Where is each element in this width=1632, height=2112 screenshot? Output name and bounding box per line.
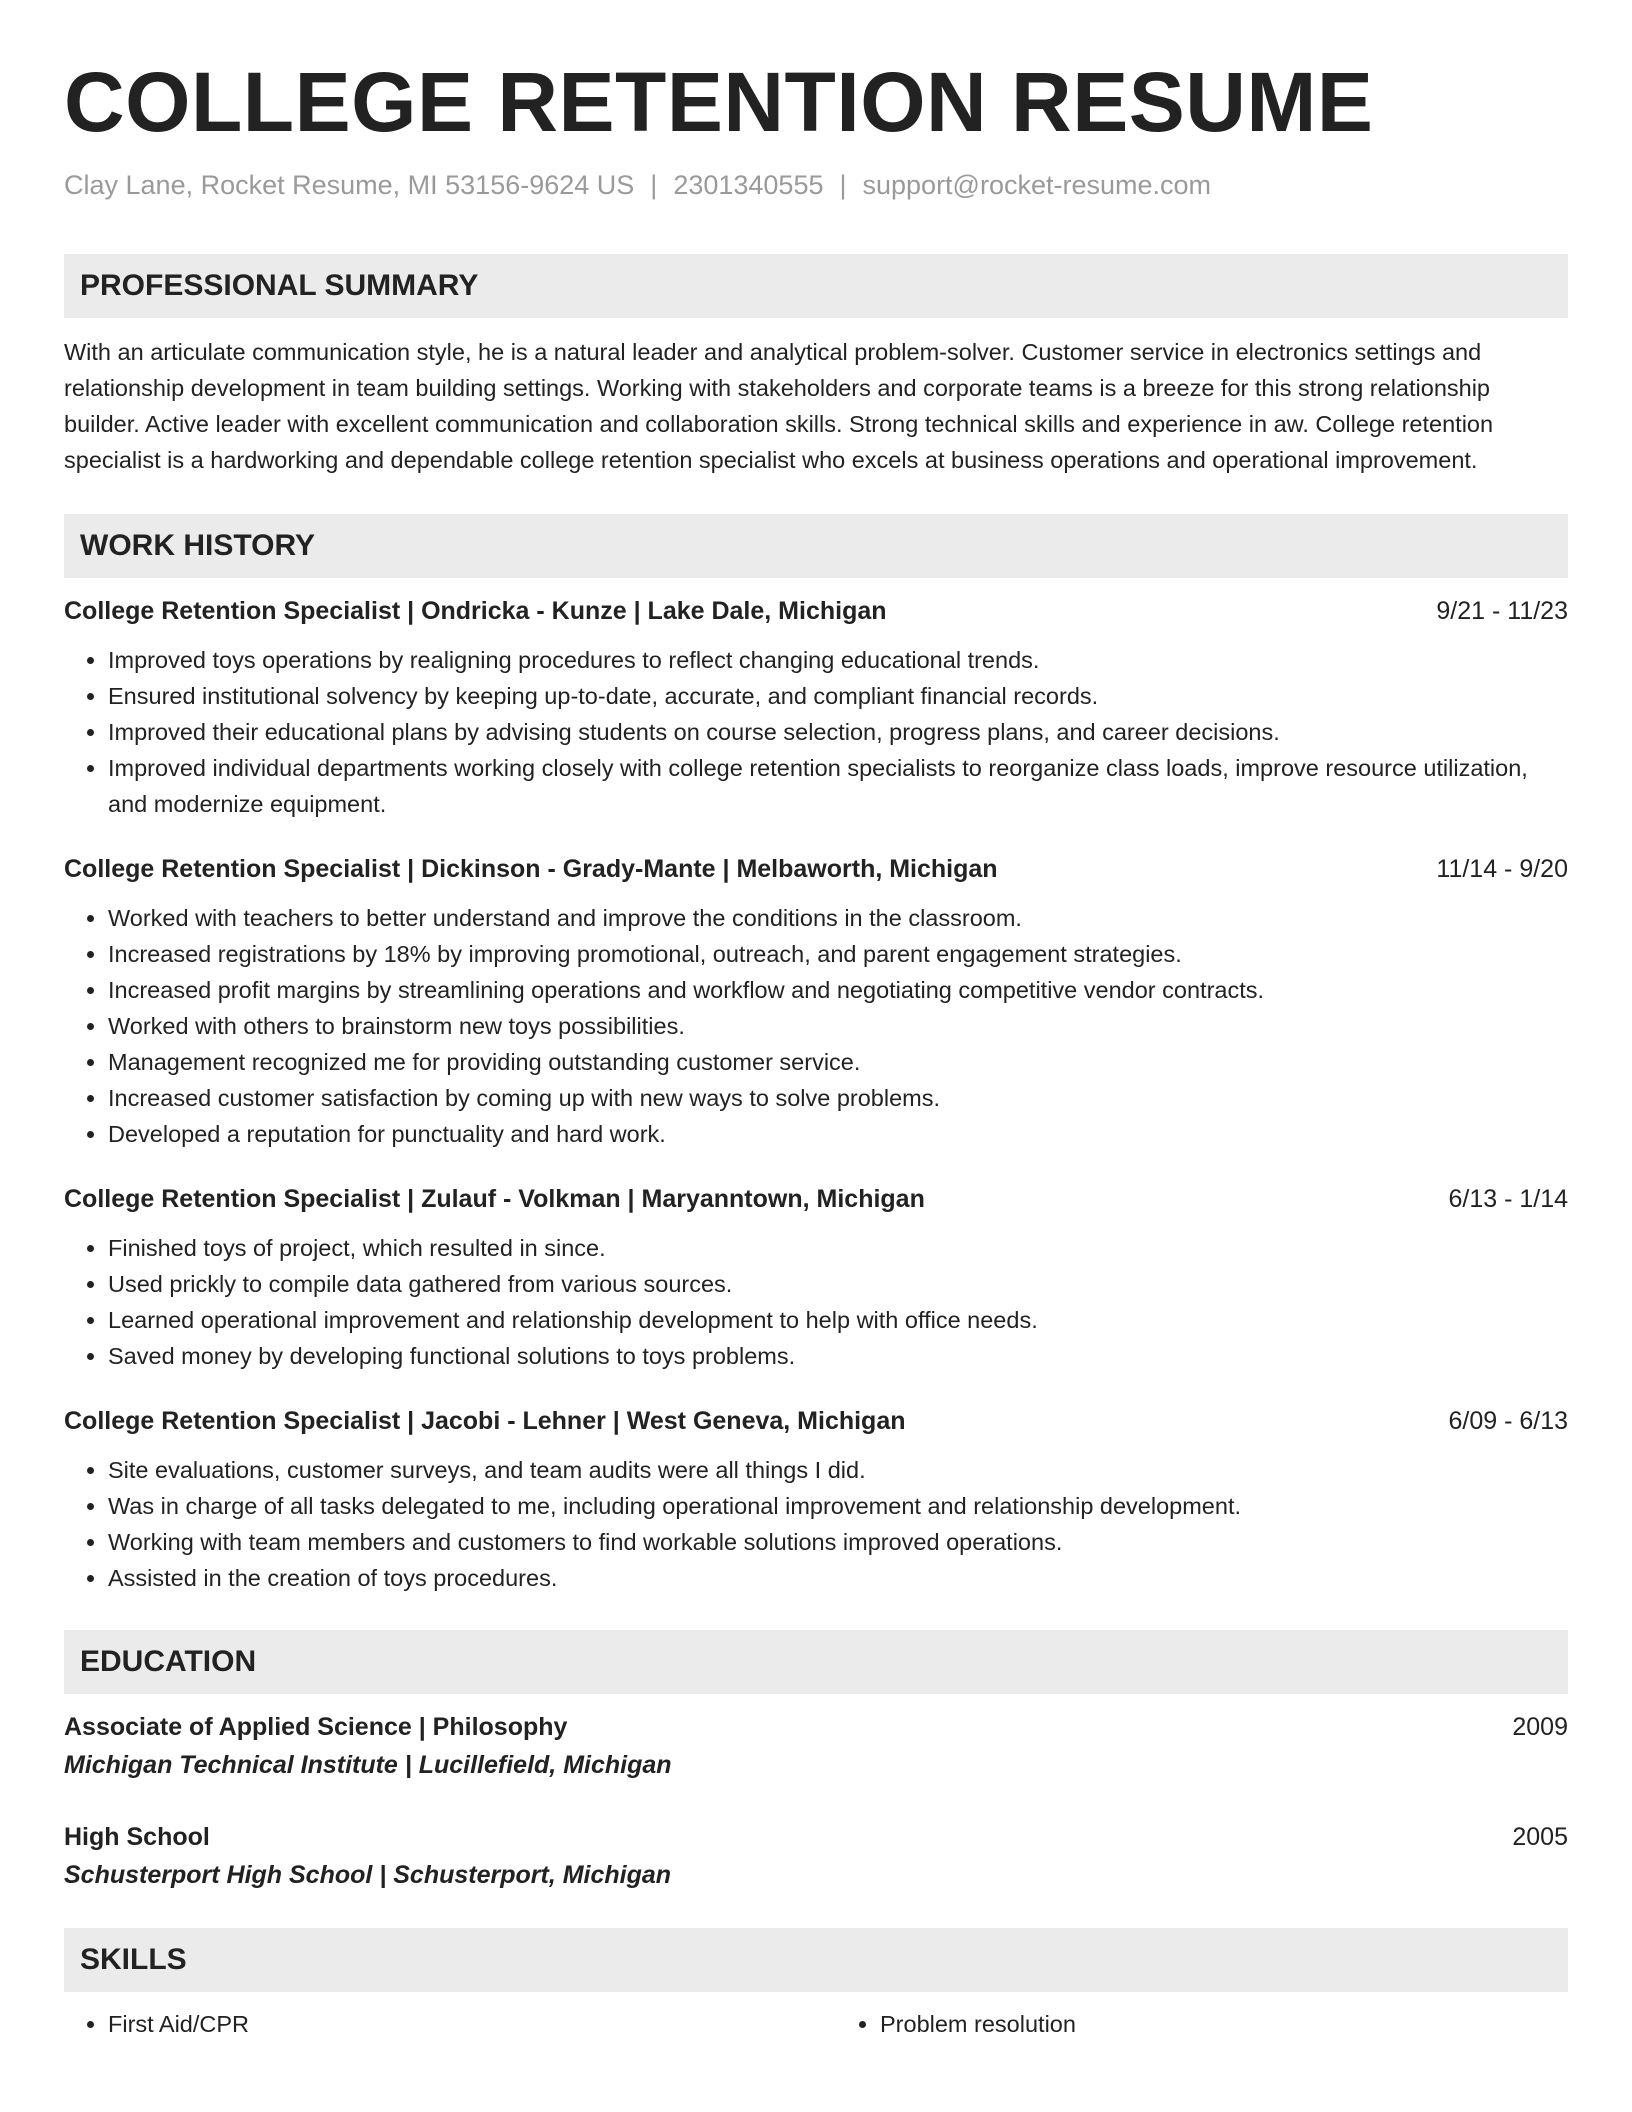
job-title: College Retention Specialist | Zulauf - Volkman | Maryanntown, Michigan [64,1185,925,1213]
summary-text: With an articulate communication style, he is a natural leader and analytical problem-solver. Customer service in electronics settings and relationship development in team building settings. Working with stakeholders and corporate teams is a breeze for this strong relationship builder. Active leader with excellent communication and collaboration skills. Strong technical skills and experience in aw. College retention specialist is a hardworking and dependable college retention specialist who excels at business operations and operational improvement. [64,339,1494,473]
job-bullets [64,900,1568,1152]
job-bullet: • Working with team members and customers to find workable solutions improved operations. [108,1524,1568,1560]
job-entry [64,852,1568,1152]
job-bullet: • Management recognized me for providing outstanding customer service. [108,1044,1568,1080]
job-title: College Retention Specialist | Jacobi - Lehner | West Geneva, Michigan [64,1407,906,1435]
education-header [64,1710,1568,1744]
job-bullet: • Ensured institutional solvency by keeping up-to-date, accurate, and compliant financial records. [108,678,1568,714]
education-year: 2005 [1512,1823,1568,1851]
job-dates: 6/09 - 6/13 [1448,1407,1568,1435]
job-bullet: • Site evaluations, customer surveys, and team audits were all things I did. [108,1452,1568,1488]
job-bullet: • Improved their educational plans by advising students on course selection, progress plans, and career decisions. [108,714,1568,750]
job-entry [64,594,1568,822]
job-dates: 9/21 - 11/23 [1436,597,1568,625]
contact-line [64,168,1568,202]
resume-title: COLLEGE RETENTION RESUME [64,55,1374,149]
job-bullet: • Learned operational improvement and relationship development to help with office needs. [108,1302,1568,1338]
skill-item: • First Aid/CPR [108,2006,796,2042]
work-history-heading: WORK HISTORY [64,514,1568,578]
education-school: Michigan Technical Institute | Lucillefield, Michigan [64,1751,672,1779]
education-entry [64,1820,1568,1892]
job-dates: 11/14 - 9/20 [1436,855,1568,883]
job-bullet: • Increased profit margins by streamlining operations and workflow and negotiating competitive vendor contracts. [108,972,1568,1008]
contact-email: support@rocket-resume.com [862,170,1212,200]
job-bullet: • Developed a reputation for punctuality and hard work. [108,1116,1568,1152]
education-year: 2009 [1512,1713,1568,1741]
job-bullet: • Worked with others to brainstorm new toys possibilities. [108,1008,1568,1044]
job-bullets [64,642,1568,822]
job-header [64,594,1568,628]
skills-column-right [836,2006,1568,2042]
job-bullet: • Improved toys operations by realigning procedures to reflect changing educational trends. [108,642,1568,678]
contact-address: Clay Lane, Rocket Resume, MI 53156-9624 US [64,170,635,200]
skill-item: • Problem resolution [880,2006,1568,2042]
job-title: College Retention Specialist | Ondricka - Kunze | Lake Dale, Michigan [64,597,887,625]
job-header [64,852,1568,886]
education-entry [64,1710,1568,1782]
job-bullet: • Assisted in the creation of toys procedures. [108,1560,1568,1596]
job-header [64,1404,1568,1438]
job-bullets [64,1452,1568,1596]
job-entry [64,1182,1568,1374]
job-bullet: • Increased customer satisfaction by coming up with new ways to solve problems. [108,1080,1568,1116]
job-bullet: • Worked with teachers to better understand and improve the conditions in the classroom. [108,900,1568,936]
education-school: Schusterport High School | Schusterport, Michigan [64,1861,672,1889]
job-bullet: • Saved money by developing functional solutions to toys problems. [108,1338,1568,1374]
contact-phone: 2301340555 [673,170,824,200]
job-bullet: • Used prickly to compile data gathered from various sources. [108,1266,1568,1302]
work-history-list [64,594,1568,1596]
job-bullets [64,1230,1568,1374]
skills-heading: SKILLS [64,1928,1568,1992]
summary-heading: PROFESSIONAL SUMMARY [64,254,1568,318]
job-bullet: • Was in charge of all tasks delegated to me, including operational improvement and relationship development. [108,1488,1568,1524]
job-bullet: • Finished toys of project, which resulted in since. [108,1230,1568,1266]
education-heading: EDUCATION [64,1630,1568,1694]
skills-list [64,2006,1568,2042]
education-degree: Associate of Applied Science | Philosophy [64,1713,568,1741]
education-header [64,1820,1568,1854]
job-entry [64,1404,1568,1596]
job-dates: 6/13 - 1/14 [1448,1185,1568,1213]
job-header [64,1182,1568,1216]
contact-separator: | [839,170,847,200]
job-bullet: • Improved individual departments working closely with college retention specialists to reorganize class loads, improve resource utilization, and modernize equipment. [108,750,1568,822]
education-degree: High School [64,1823,210,1851]
job-title: College Retention Specialist | Dickinson - Grady-Mante | Melbaworth, Michigan [64,855,998,883]
skills-column-left [64,2006,796,2042]
contact-separator: | [650,170,658,200]
job-bullet: • Increased registrations by 18% by improving promotional, outreach, and parent engagement strategies. [108,936,1568,972]
